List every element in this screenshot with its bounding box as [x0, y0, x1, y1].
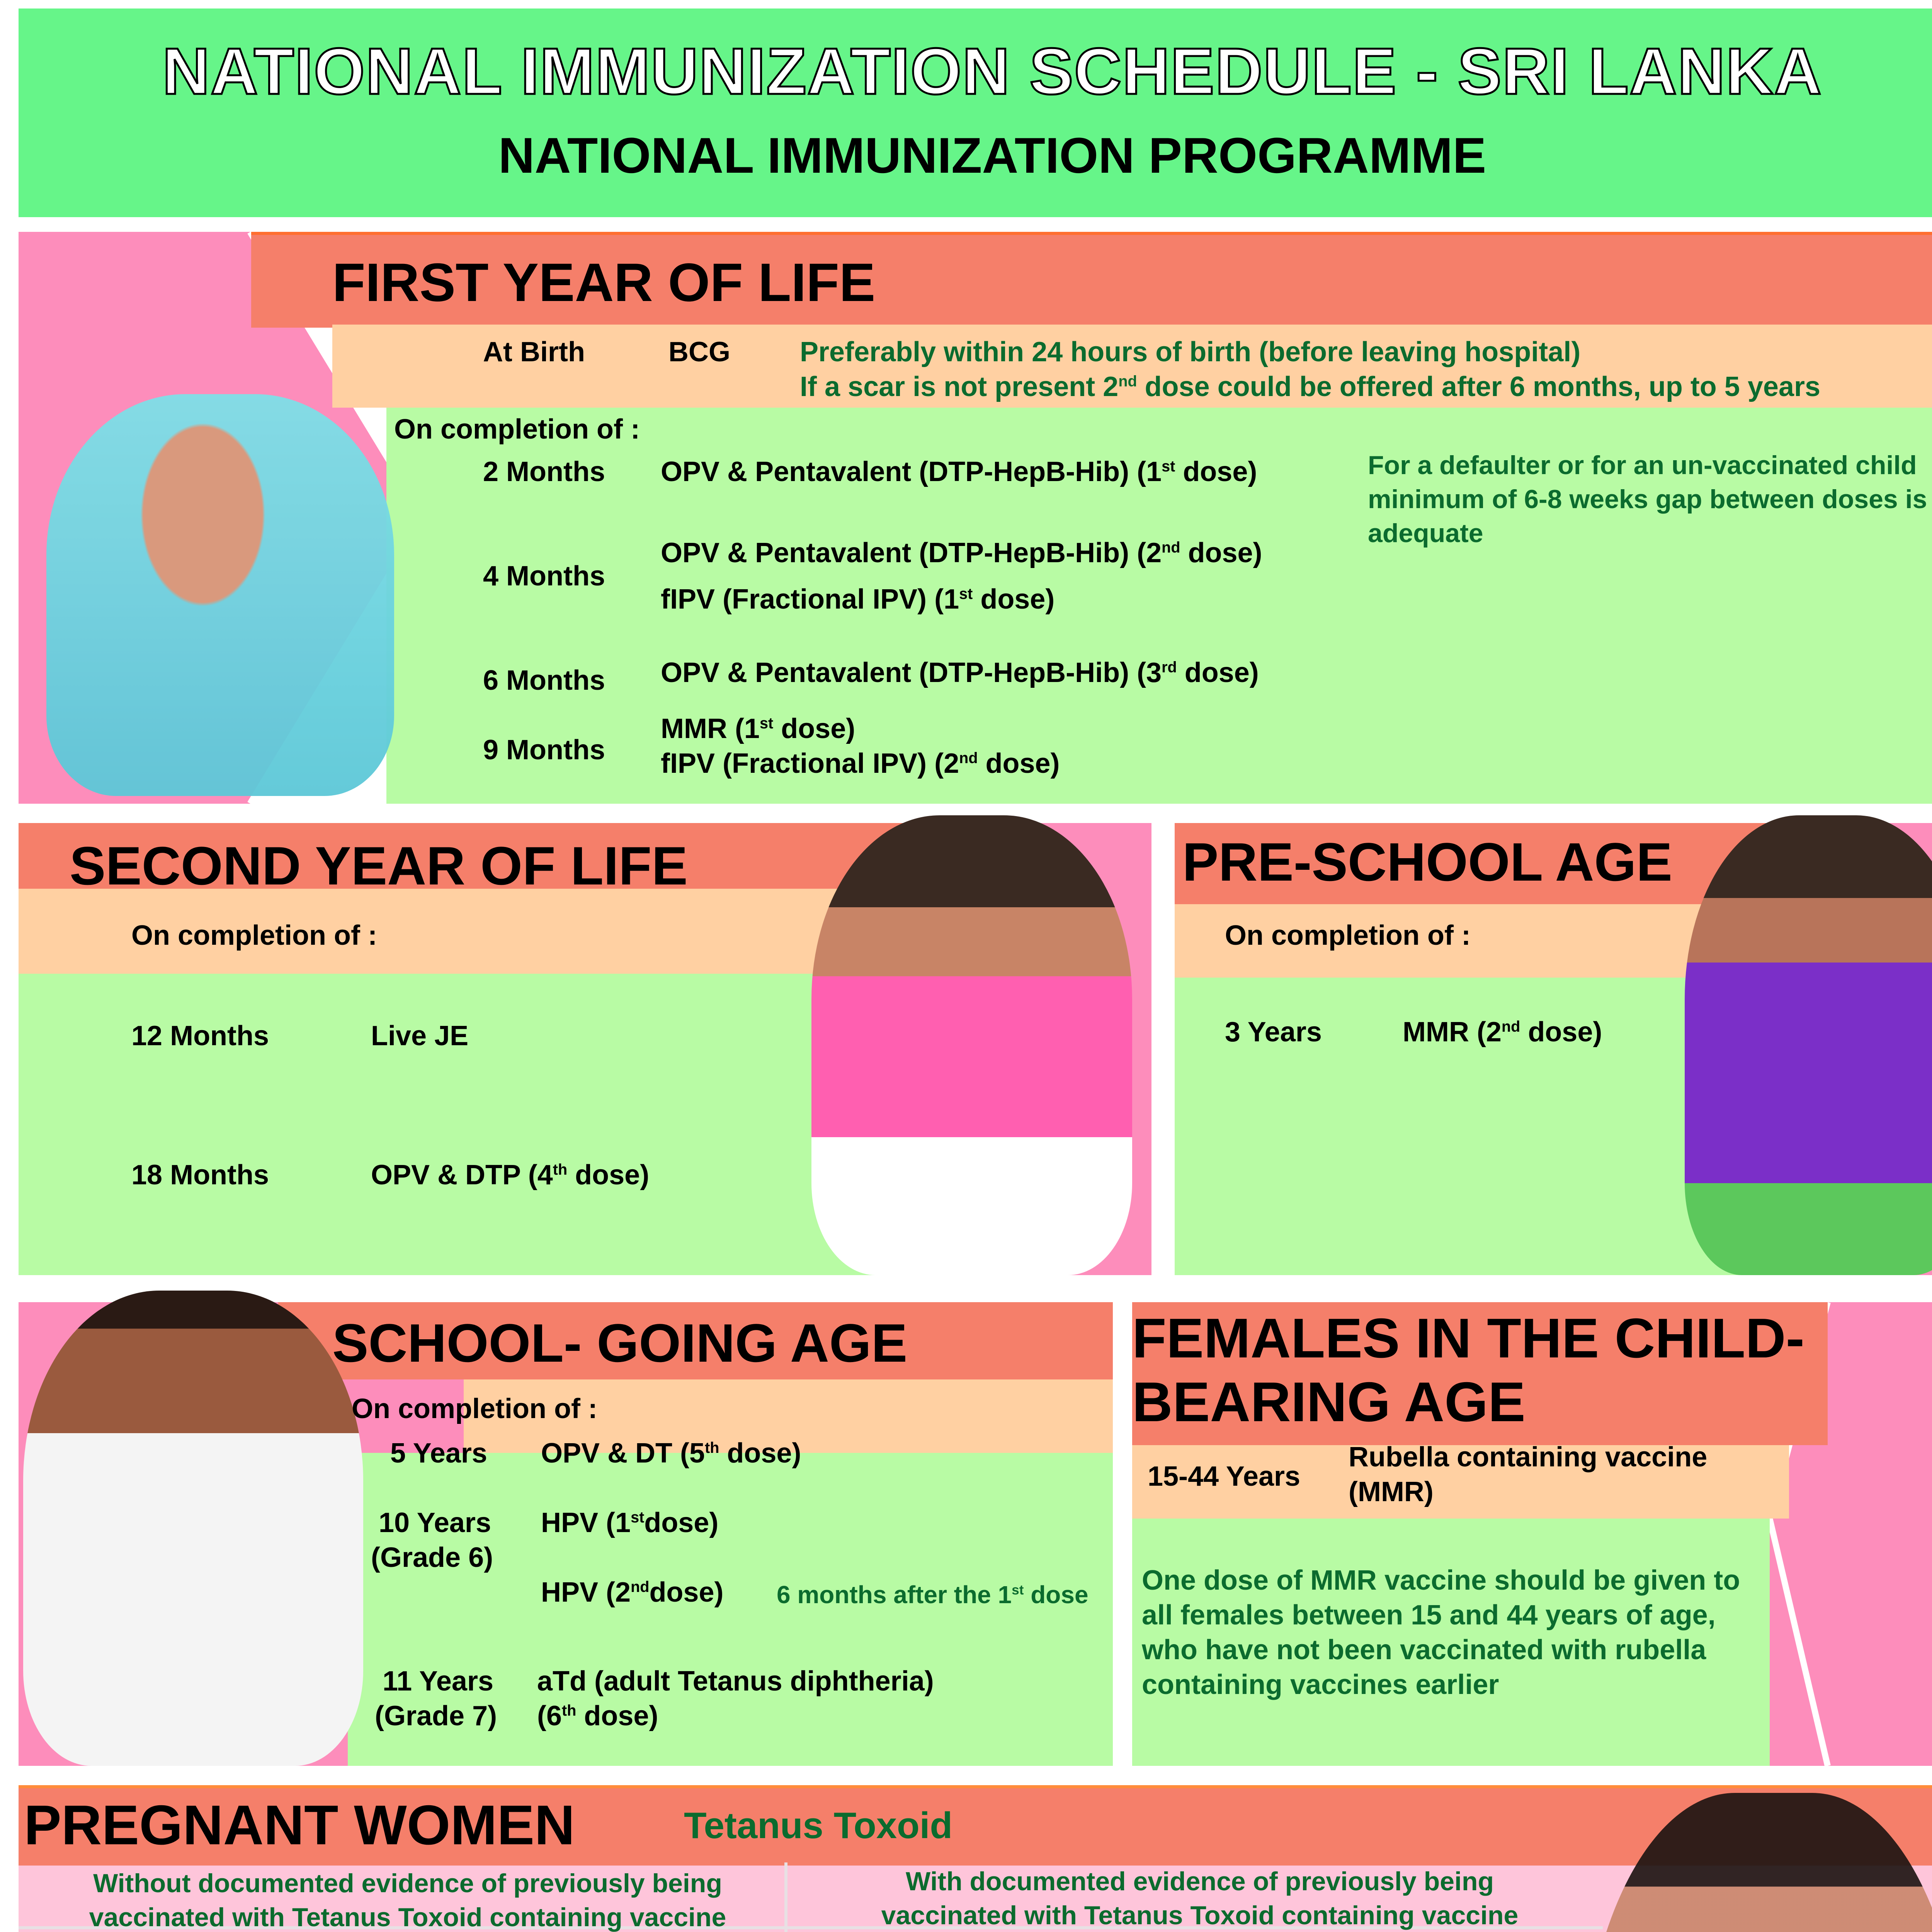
vaccine-2-months: OPV & Pentavalent (DTP-HepB-Hib) (1st dose): [661, 456, 1257, 487]
pre-school-title: PRE-SCHOOL AGE: [1182, 832, 1672, 892]
pregnant-subtitle: Tetanus Toxoid: [684, 1805, 953, 1846]
vaccine-hpv-2: HPV (2nddose): [541, 1577, 724, 1608]
vaccine-4-months-a: OPV & Pentavalent (DTP-HepB-Hib) (2nd dose): [661, 537, 1262, 568]
vaccine-9-months-a: MMR (1st dose): [661, 713, 855, 744]
toddler-photo: [811, 815, 1132, 1275]
age-4-months: 4 Months: [483, 561, 605, 592]
right-column-header: With documented evidence of previously being vaccinated with Tetanus Toxoid containing vaccine: [881, 1867, 1519, 1930]
vaccine-3-years: MMR (2nd dose): [1403, 1017, 1602, 1048]
females-title-line1: FEMALES IN THE CHILD-: [1132, 1307, 1804, 1369]
vaccine-6-months: OPV & Pentavalent (DTP-HepB-Hib) (3rd dose): [661, 657, 1259, 688]
age-5-years: 5 Years: [390, 1438, 487, 1469]
birth-vaccine: BCG: [668, 337, 730, 367]
school-going-title: SCHOOL- GOING AGE: [332, 1313, 908, 1373]
hpv-2-note: 6 months after the 1st dose: [777, 1581, 1088, 1609]
age-3-years: 3 Years: [1225, 1017, 1322, 1048]
pregnant-title: PREGNANT WOMEN: [24, 1794, 575, 1856]
column-divider: [784, 1862, 787, 1932]
first-year-title: FIRST YEAR OF LIFE: [332, 252, 876, 313]
grade-7: (Grade 7): [375, 1701, 497, 1731]
vaccine-12-months: Live JE: [371, 1020, 469, 1051]
on-completion-label: On completion of :: [352, 1393, 597, 1424]
on-completion-label: On completion of :: [1225, 920, 1471, 951]
age-18-months: 18 Months: [131, 1160, 269, 1190]
left-column-header: Without documented evidence of previously being vaccinated with Tetanus Toxoid containing vaccine: [89, 1869, 726, 1932]
second-year-title: SECOND YEAR OF LIFE: [70, 835, 688, 896]
defaulter-note: For a defaulter or for an un-vaccinated child minimum of 6-8 weeks gap between doses is adequate: [1368, 451, 1927, 548]
age-9-months: 9 Months: [483, 735, 605, 765]
vaccine-9-months-b: fIPV (Fractional IPV) (2nd dose): [661, 748, 1060, 779]
age-10-years: 10 Years: [379, 1507, 491, 1538]
females-note: One dose of MMR vaccine should be given to all females between 15 and 44 years of age, who have not been vaccinated with rubella containing vaccines earlier: [1142, 1565, 1740, 1700]
females-vaccine-line2: (MMR): [1349, 1476, 1434, 1507]
on-completion-label: On completion of :: [131, 920, 377, 951]
baby-photo: [46, 394, 394, 796]
birth-note-line2: If a scar is not present 2nd dose could be offered after 6 months, up to 5 years: [800, 371, 1821, 402]
age-12-months: 12 Months: [131, 1020, 269, 1051]
vaccine-5-years: OPV & DT (5th dose): [541, 1438, 801, 1469]
females-vaccine-line1: Rubella containing vaccine: [1349, 1442, 1708, 1473]
vaccine-atd-dose: (6th dose): [537, 1701, 658, 1731]
vaccine-4-months-b: fIPV (Fractional IPV) (1st dose): [661, 584, 1055, 615]
females-title-line2: BEARING AGE: [1132, 1371, 1526, 1433]
vaccine-18-months: OPV & DTP (4th dose): [371, 1160, 650, 1190]
age-2-months: 2 Months: [483, 456, 605, 487]
page-title: NATIONAL IMMUNIZATION SCHEDULE - SRI LANKA: [162, 35, 1822, 108]
females-age: 15-44 Years: [1148, 1461, 1301, 1492]
child-photo: [1685, 815, 1932, 1275]
on-completion-label: On completion of :: [394, 414, 640, 445]
vaccine-atd: aTd (adult Tetanus diphtheria): [537, 1666, 934, 1697]
birth-note-line1: Preferably within 24 hours of birth (before leaving hospital): [800, 337, 1581, 367]
vaccine-hpv-1: HPV (1stdose): [541, 1507, 719, 1538]
age-11-years: 11 Years: [383, 1666, 494, 1697]
schoolgirl-photo: [23, 1291, 363, 1766]
grade-6: (Grade 6): [371, 1542, 493, 1573]
birth-age: At Birth: [483, 337, 585, 367]
page-subtitle: NATIONAL IMMUNIZATION PROGRAMME: [498, 127, 1486, 184]
header-banner: [19, 9, 1932, 217]
age-6-months: 6 Months: [483, 665, 605, 696]
